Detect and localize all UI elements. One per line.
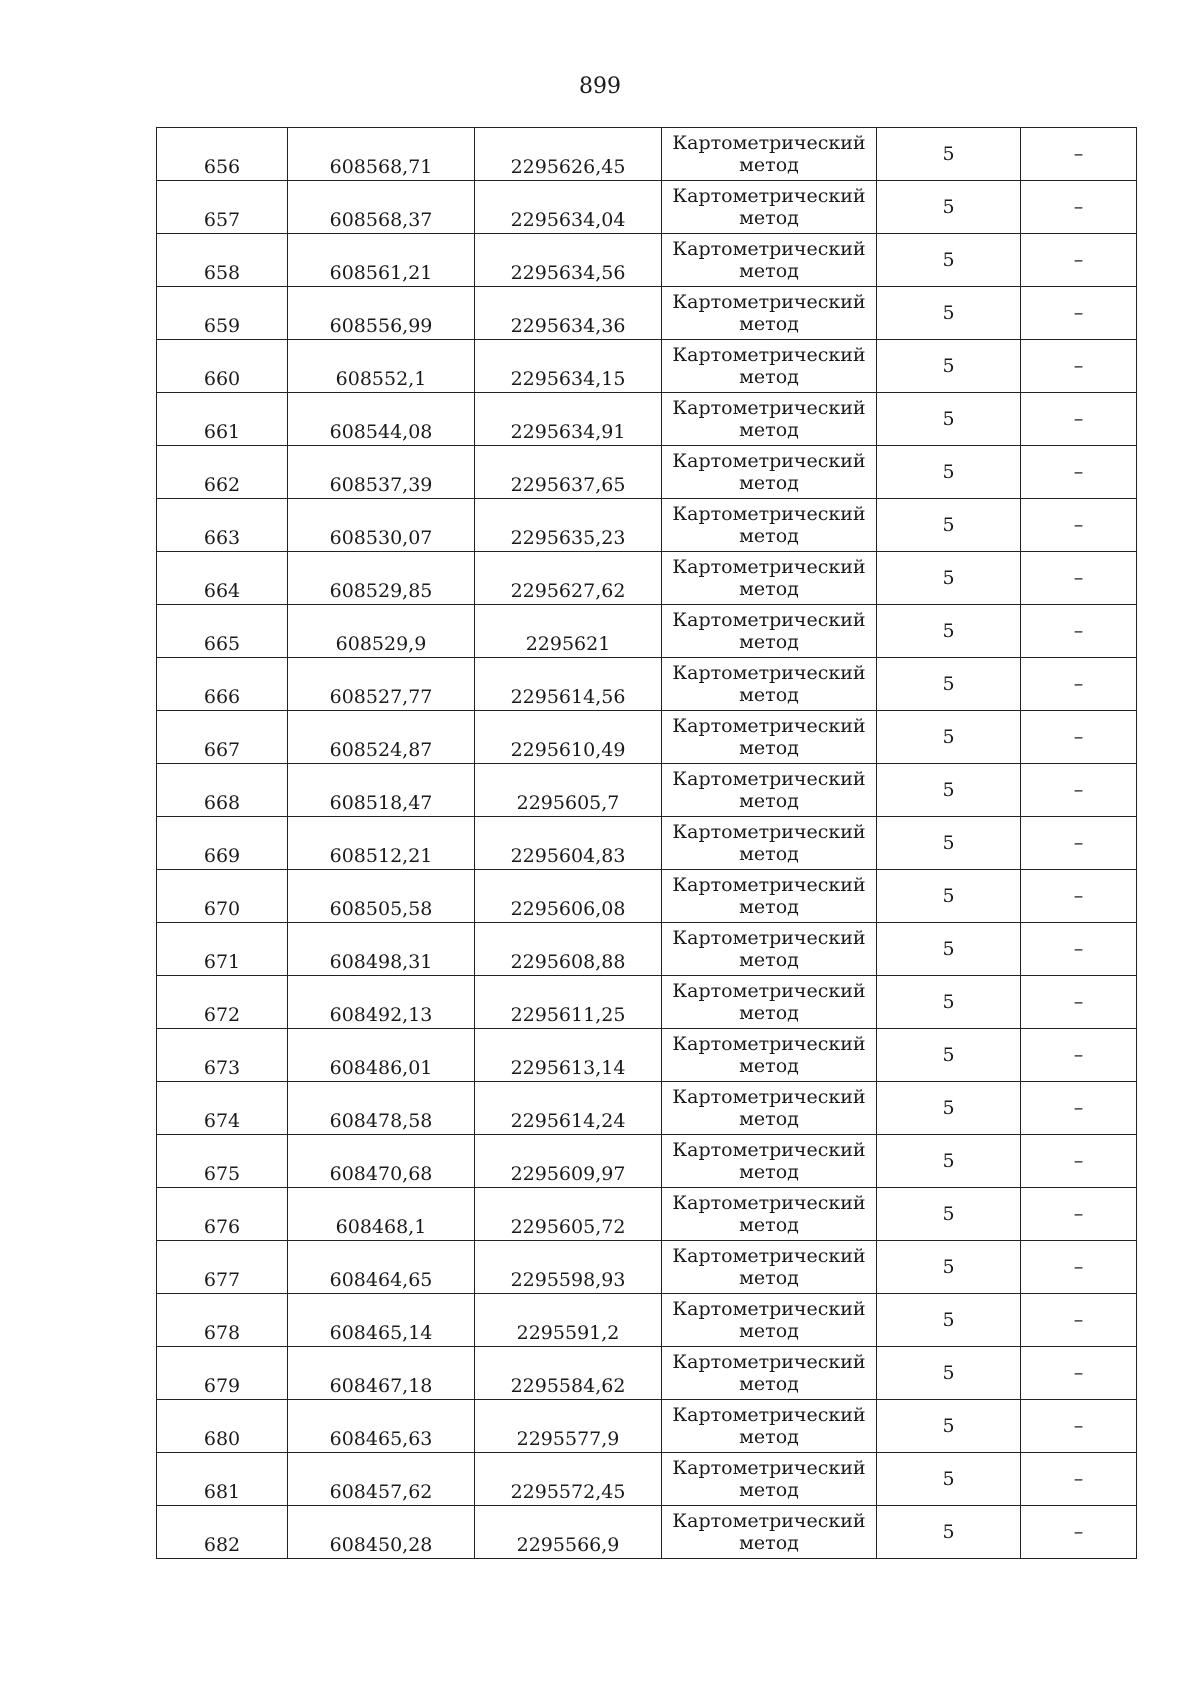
method-line-2: метод bbox=[739, 1161, 799, 1183]
method-line-1: Картометрический bbox=[672, 1457, 866, 1479]
method-cell bbox=[662, 1188, 877, 1241]
accuracy-cell: 5 bbox=[877, 605, 1021, 658]
description-cell: – bbox=[1021, 128, 1137, 181]
method-line-1: Картометрический bbox=[672, 132, 866, 154]
method-cell bbox=[662, 817, 877, 870]
table-row bbox=[157, 1453, 1137, 1506]
y-coordinate-cell: 2295634,36 bbox=[475, 287, 662, 340]
y-coordinate-cell: 2295572,45 bbox=[475, 1453, 662, 1506]
description-cell: – bbox=[1021, 1029, 1137, 1082]
description-cell: – bbox=[1021, 1188, 1137, 1241]
method-line-1: Картометрический bbox=[672, 503, 866, 525]
point-number-cell: 675 bbox=[157, 1135, 288, 1188]
method-line-1: Картометрический bbox=[672, 874, 866, 896]
accuracy-cell: 5 bbox=[877, 393, 1021, 446]
method-line-2: метод bbox=[739, 843, 799, 865]
accuracy-cell: 5 bbox=[877, 1347, 1021, 1400]
method-line-1: Картометрический bbox=[672, 1298, 866, 1320]
description-cell: – bbox=[1021, 1294, 1137, 1347]
method-line-1: Картометрический bbox=[672, 609, 866, 631]
method-cell bbox=[662, 128, 877, 181]
y-coordinate-cell: 2295608,88 bbox=[475, 923, 662, 976]
method-line-2: метод bbox=[739, 154, 799, 176]
method-cell bbox=[662, 658, 877, 711]
y-coordinate-cell: 2295591,2 bbox=[475, 1294, 662, 1347]
method-cell bbox=[662, 1506, 877, 1559]
description-cell: – bbox=[1021, 1241, 1137, 1294]
point-number-cell: 665 bbox=[157, 605, 288, 658]
method-line-2: метод bbox=[739, 366, 799, 388]
y-coordinate-cell: 2295621 bbox=[475, 605, 662, 658]
method-line-1: Картометрический bbox=[672, 1404, 866, 1426]
x-coordinate-cell: 608527,77 bbox=[288, 658, 475, 711]
method-line-2: метод bbox=[739, 684, 799, 706]
method-line-2: метод bbox=[739, 1320, 799, 1342]
accuracy-cell: 5 bbox=[877, 1400, 1021, 1453]
y-coordinate-cell: 2295634,15 bbox=[475, 340, 662, 393]
table-row bbox=[157, 1400, 1137, 1453]
y-coordinate-cell: 2295584,62 bbox=[475, 1347, 662, 1400]
description-cell: – bbox=[1021, 1347, 1137, 1400]
method-cell bbox=[662, 1453, 877, 1506]
accuracy-cell: 5 bbox=[877, 1135, 1021, 1188]
x-coordinate-cell: 608468,1 bbox=[288, 1188, 475, 1241]
method-line-1: Картометрический bbox=[672, 1351, 866, 1373]
accuracy-cell: 5 bbox=[877, 1029, 1021, 1082]
table-row bbox=[157, 340, 1137, 393]
point-number-cell: 672 bbox=[157, 976, 288, 1029]
method-cell bbox=[662, 446, 877, 499]
description-cell: – bbox=[1021, 870, 1137, 923]
y-coordinate-cell: 2295637,65 bbox=[475, 446, 662, 499]
x-coordinate-cell: 608568,71 bbox=[288, 128, 475, 181]
method-cell bbox=[662, 552, 877, 605]
accuracy-cell: 5 bbox=[877, 340, 1021, 393]
point-number-cell: 658 bbox=[157, 234, 288, 287]
method-line-2: метод bbox=[739, 419, 799, 441]
point-number-cell: 664 bbox=[157, 552, 288, 605]
table-row bbox=[157, 128, 1137, 181]
table-row bbox=[157, 234, 1137, 287]
table-row bbox=[157, 605, 1137, 658]
accuracy-cell: 5 bbox=[877, 1188, 1021, 1241]
y-coordinate-cell: 2295626,45 bbox=[475, 128, 662, 181]
method-line-2: метод bbox=[739, 896, 799, 918]
method-cell bbox=[662, 1135, 877, 1188]
point-number-cell: 677 bbox=[157, 1241, 288, 1294]
method-line-1: Картометрический bbox=[672, 291, 866, 313]
method-cell bbox=[662, 1029, 877, 1082]
method-line-1: Картометрический bbox=[672, 1139, 866, 1161]
accuracy-cell: 5 bbox=[877, 976, 1021, 1029]
y-coordinate-cell: 2295609,97 bbox=[475, 1135, 662, 1188]
description-cell: – bbox=[1021, 817, 1137, 870]
table-row bbox=[157, 1294, 1137, 1347]
point-number-cell: 682 bbox=[157, 1506, 288, 1559]
table-row bbox=[157, 658, 1137, 711]
method-line-1: Картометрический bbox=[672, 238, 866, 260]
point-number-cell: 666 bbox=[157, 658, 288, 711]
y-coordinate-cell: 2295598,93 bbox=[475, 1241, 662, 1294]
method-line-2: метод bbox=[739, 207, 799, 229]
table-row bbox=[157, 552, 1137, 605]
point-number-cell: 679 bbox=[157, 1347, 288, 1400]
point-number-cell: 678 bbox=[157, 1294, 288, 1347]
accuracy-cell: 5 bbox=[877, 817, 1021, 870]
method-line-1: Картометрический bbox=[672, 715, 866, 737]
table-row bbox=[157, 976, 1137, 1029]
point-number-cell: 657 bbox=[157, 181, 288, 234]
method-cell bbox=[662, 393, 877, 446]
x-coordinate-cell: 608552,1 bbox=[288, 340, 475, 393]
accuracy-cell: 5 bbox=[877, 234, 1021, 287]
method-line-2: метод bbox=[739, 790, 799, 812]
x-coordinate-cell: 608464,65 bbox=[288, 1241, 475, 1294]
x-coordinate-cell: 608450,28 bbox=[288, 1506, 475, 1559]
method-line-2: метод bbox=[739, 1532, 799, 1554]
table-row bbox=[157, 870, 1137, 923]
table-row bbox=[157, 1347, 1137, 1400]
method-line-1: Картометрический bbox=[672, 662, 866, 684]
table-row bbox=[157, 1241, 1137, 1294]
table-row bbox=[157, 1135, 1137, 1188]
method-line-2: метод bbox=[739, 313, 799, 335]
description-cell: – bbox=[1021, 605, 1137, 658]
table-row bbox=[157, 711, 1137, 764]
point-number-cell: 656 bbox=[157, 128, 288, 181]
accuracy-cell: 5 bbox=[877, 870, 1021, 923]
method-line-2: метод bbox=[739, 472, 799, 494]
point-number-cell: 670 bbox=[157, 870, 288, 923]
y-coordinate-cell: 2295634,04 bbox=[475, 181, 662, 234]
y-coordinate-cell: 2295604,83 bbox=[475, 817, 662, 870]
table-row bbox=[157, 181, 1137, 234]
method-line-1: Картометрический bbox=[672, 1033, 866, 1055]
accuracy-cell: 5 bbox=[877, 1241, 1021, 1294]
y-coordinate-cell: 2295627,62 bbox=[475, 552, 662, 605]
method-line-1: Картометрический bbox=[672, 344, 866, 366]
x-coordinate-cell: 608498,31 bbox=[288, 923, 475, 976]
method-cell bbox=[662, 234, 877, 287]
method-cell bbox=[662, 181, 877, 234]
method-cell bbox=[662, 923, 877, 976]
method-cell bbox=[662, 1294, 877, 1347]
method-line-1: Картометрический bbox=[672, 450, 866, 472]
y-coordinate-cell: 2295566,9 bbox=[475, 1506, 662, 1559]
x-coordinate-cell: 608529,9 bbox=[288, 605, 475, 658]
x-coordinate-cell: 608568,37 bbox=[288, 181, 475, 234]
y-coordinate-cell: 2295610,49 bbox=[475, 711, 662, 764]
method-line-1: Картометрический bbox=[672, 1510, 866, 1532]
x-coordinate-cell: 608518,47 bbox=[288, 764, 475, 817]
description-cell: – bbox=[1021, 340, 1137, 393]
method-cell bbox=[662, 1400, 877, 1453]
point-number-cell: 676 bbox=[157, 1188, 288, 1241]
y-coordinate-cell: 2295614,56 bbox=[475, 658, 662, 711]
x-coordinate-cell: 608478,58 bbox=[288, 1082, 475, 1135]
method-cell bbox=[662, 1241, 877, 1294]
description-cell: – bbox=[1021, 976, 1137, 1029]
description-cell: – bbox=[1021, 234, 1137, 287]
method-line-2: метод bbox=[739, 1373, 799, 1395]
method-cell bbox=[662, 287, 877, 340]
accuracy-cell: 5 bbox=[877, 658, 1021, 711]
method-cell bbox=[662, 499, 877, 552]
description-cell: – bbox=[1021, 1400, 1137, 1453]
x-coordinate-cell: 608465,63 bbox=[288, 1400, 475, 1453]
point-number-cell: 674 bbox=[157, 1082, 288, 1135]
x-coordinate-cell: 608561,21 bbox=[288, 234, 475, 287]
method-line-2: метод bbox=[739, 1479, 799, 1501]
method-line-1: Картометрический bbox=[672, 927, 866, 949]
method-cell bbox=[662, 870, 877, 923]
method-line-1: Картометрический bbox=[672, 980, 866, 1002]
x-coordinate-cell: 608544,08 bbox=[288, 393, 475, 446]
method-cell bbox=[662, 711, 877, 764]
table-row bbox=[157, 923, 1137, 976]
x-coordinate-cell: 608537,39 bbox=[288, 446, 475, 499]
description-cell: – bbox=[1021, 711, 1137, 764]
table-row bbox=[157, 499, 1137, 552]
point-number-cell: 667 bbox=[157, 711, 288, 764]
point-number-cell: 662 bbox=[157, 446, 288, 499]
point-number-cell: 673 bbox=[157, 1029, 288, 1082]
accuracy-cell: 5 bbox=[877, 764, 1021, 817]
x-coordinate-cell: 608486,01 bbox=[288, 1029, 475, 1082]
page-number: 899 bbox=[579, 74, 621, 99]
y-coordinate-cell: 2295634,91 bbox=[475, 393, 662, 446]
accuracy-cell: 5 bbox=[877, 446, 1021, 499]
point-number-cell: 669 bbox=[157, 817, 288, 870]
description-cell: – bbox=[1021, 446, 1137, 499]
table-body bbox=[157, 128, 1137, 1559]
point-number-cell: 681 bbox=[157, 1453, 288, 1506]
accuracy-cell: 5 bbox=[877, 711, 1021, 764]
method-line-2: метод bbox=[739, 1426, 799, 1448]
accuracy-cell: 5 bbox=[877, 1294, 1021, 1347]
accuracy-cell: 5 bbox=[877, 552, 1021, 605]
method-line-2: метод bbox=[739, 260, 799, 282]
table-row bbox=[157, 446, 1137, 499]
accuracy-cell: 5 bbox=[877, 923, 1021, 976]
accuracy-cell: 5 bbox=[877, 1082, 1021, 1135]
method-cell bbox=[662, 340, 877, 393]
method-line-1: Картометрический bbox=[672, 1245, 866, 1267]
description-cell: – bbox=[1021, 1082, 1137, 1135]
point-number-cell: 660 bbox=[157, 340, 288, 393]
x-coordinate-cell: 608465,14 bbox=[288, 1294, 475, 1347]
point-number-cell: 671 bbox=[157, 923, 288, 976]
method-line-2: метод bbox=[739, 1002, 799, 1024]
method-line-1: Картометрический bbox=[672, 556, 866, 578]
x-coordinate-cell: 608512,21 bbox=[288, 817, 475, 870]
x-coordinate-cell: 608457,62 bbox=[288, 1453, 475, 1506]
method-line-2: метод bbox=[739, 1267, 799, 1289]
method-line-1: Картометрический bbox=[672, 821, 866, 843]
accuracy-cell: 5 bbox=[877, 1453, 1021, 1506]
point-number-cell: 680 bbox=[157, 1400, 288, 1453]
point-number-cell: 663 bbox=[157, 499, 288, 552]
y-coordinate-cell: 2295635,23 bbox=[475, 499, 662, 552]
description-cell: – bbox=[1021, 1506, 1137, 1559]
description-cell: – bbox=[1021, 499, 1137, 552]
y-coordinate-cell: 2295606,08 bbox=[475, 870, 662, 923]
method-cell bbox=[662, 605, 877, 658]
point-number-cell: 659 bbox=[157, 287, 288, 340]
y-coordinate-cell: 2295634,56 bbox=[475, 234, 662, 287]
table-row bbox=[157, 1082, 1137, 1135]
point-number-cell: 668 bbox=[157, 764, 288, 817]
method-cell bbox=[662, 976, 877, 1029]
description-cell: – bbox=[1021, 1135, 1137, 1188]
y-coordinate-cell: 2295613,14 bbox=[475, 1029, 662, 1082]
description-cell: – bbox=[1021, 287, 1137, 340]
method-cell bbox=[662, 1082, 877, 1135]
method-line-2: метод bbox=[739, 578, 799, 600]
method-cell bbox=[662, 1347, 877, 1400]
x-coordinate-cell: 608524,87 bbox=[288, 711, 475, 764]
method-line-2: метод bbox=[739, 1108, 799, 1130]
y-coordinate-cell: 2295614,24 bbox=[475, 1082, 662, 1135]
method-line-1: Картометрический bbox=[672, 185, 866, 207]
x-coordinate-cell: 608556,99 bbox=[288, 287, 475, 340]
x-coordinate-cell: 608470,68 bbox=[288, 1135, 475, 1188]
description-cell: – bbox=[1021, 1453, 1137, 1506]
description-cell: – bbox=[1021, 923, 1137, 976]
method-line-2: метод bbox=[739, 1214, 799, 1236]
accuracy-cell: 5 bbox=[877, 287, 1021, 340]
description-cell: – bbox=[1021, 181, 1137, 234]
table-row bbox=[157, 1188, 1137, 1241]
accuracy-cell: 5 bbox=[877, 499, 1021, 552]
method-line-1: Картометрический bbox=[672, 768, 866, 790]
method-line-2: метод bbox=[739, 1055, 799, 1077]
table-row bbox=[157, 817, 1137, 870]
method-line-1: Картометрический bbox=[672, 1192, 866, 1214]
y-coordinate-cell: 2295605,72 bbox=[475, 1188, 662, 1241]
x-coordinate-cell: 608505,58 bbox=[288, 870, 475, 923]
method-line-2: метод bbox=[739, 631, 799, 653]
x-coordinate-cell: 608467,18 bbox=[288, 1347, 475, 1400]
description-cell: – bbox=[1021, 393, 1137, 446]
method-line-2: метод bbox=[739, 737, 799, 759]
method-cell bbox=[662, 764, 877, 817]
description-cell: – bbox=[1021, 764, 1137, 817]
table-row bbox=[157, 1029, 1137, 1082]
method-line-2: метод bbox=[739, 525, 799, 547]
table-row bbox=[157, 1506, 1137, 1559]
description-cell: – bbox=[1021, 552, 1137, 605]
accuracy-cell: 5 bbox=[877, 128, 1021, 181]
accuracy-cell: 5 bbox=[877, 1506, 1021, 1559]
x-coordinate-cell: 608530,07 bbox=[288, 499, 475, 552]
accuracy-cell: 5 bbox=[877, 181, 1021, 234]
method-line-1: Картометрический bbox=[672, 1086, 866, 1108]
x-coordinate-cell: 608492,13 bbox=[288, 976, 475, 1029]
x-coordinate-cell: 608529,85 bbox=[288, 552, 475, 605]
table-row bbox=[157, 287, 1137, 340]
table-row bbox=[157, 764, 1137, 817]
y-coordinate-cell: 2295577,9 bbox=[475, 1400, 662, 1453]
description-cell: – bbox=[1021, 658, 1137, 711]
y-coordinate-cell: 2295605,7 bbox=[475, 764, 662, 817]
point-number-cell: 661 bbox=[157, 393, 288, 446]
coordinates-table bbox=[156, 127, 1137, 1559]
method-line-1: Картометрический bbox=[672, 397, 866, 419]
y-coordinate-cell: 2295611,25 bbox=[475, 976, 662, 1029]
method-line-2: метод bbox=[739, 949, 799, 971]
table-row bbox=[157, 393, 1137, 446]
